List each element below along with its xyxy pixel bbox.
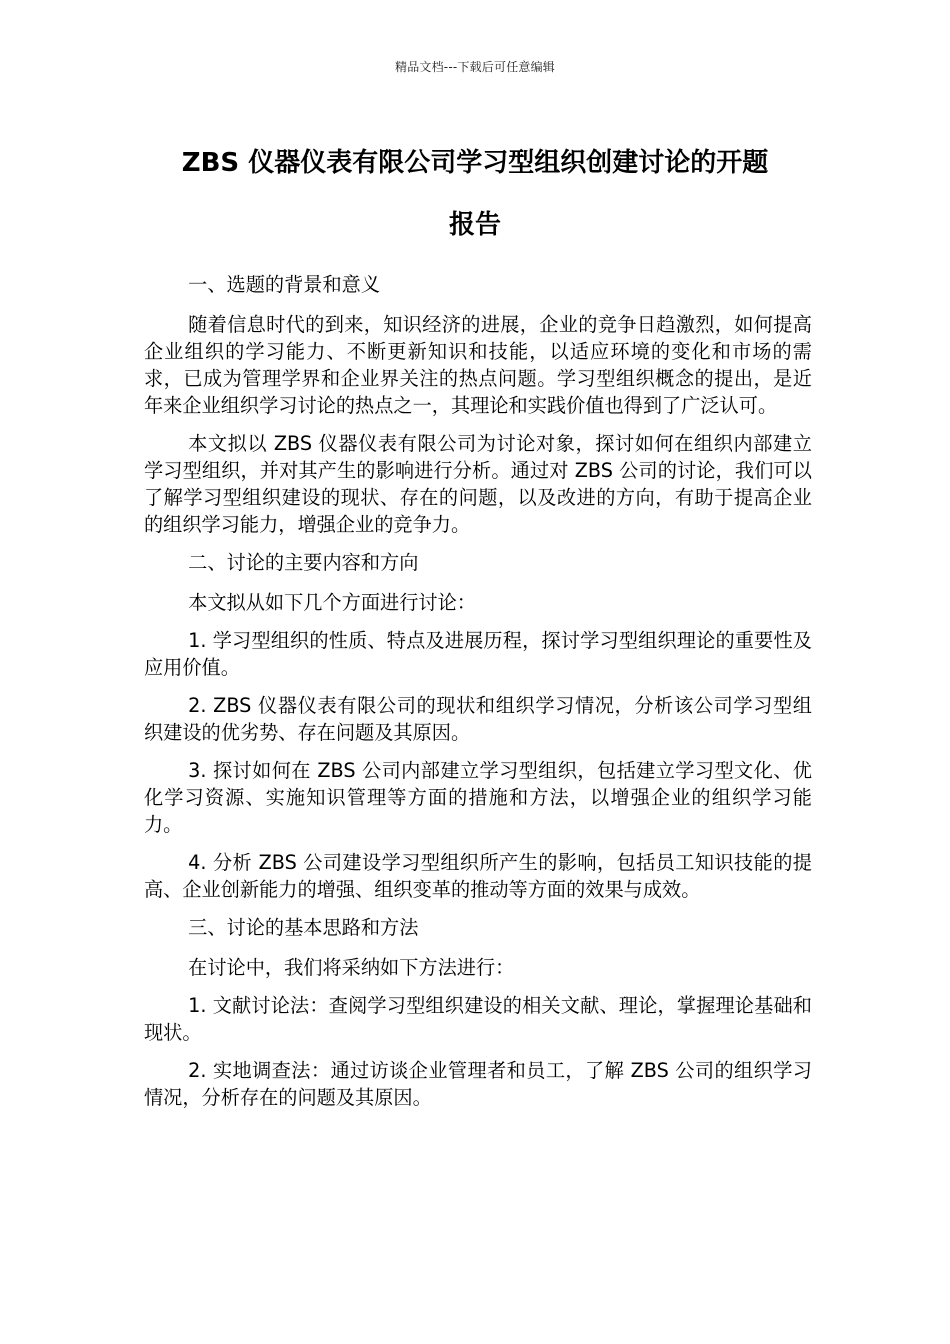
list-item-content-3: 3. 探讨如何在 ZBS 公司内部建立学习型组织，包括建立学习型文化、优化学习资源、实施知识管理等方面的措施和方法，以增强企业的组织学习能力。 <box>144 759 812 836</box>
document-title-line-1: ZBS 仪器仪表有限公司学习型组织创建讨论的开题 <box>181 148 769 178</box>
list-item-content-1: 1. 学习型组织的性质、特点及进展历程，探讨学习型组织理论的重要性及应用价值。 <box>144 629 812 679</box>
paragraph-method-intro: 在讨论中，我们将采纳如下方法进行： <box>188 956 515 979</box>
section-heading-background: 一、选题的背景和意义 <box>188 273 381 296</box>
list-item-method-1: 1. 文献讨论法：查阅学习型组织建设的相关文献、理论，掌握理论基础和现状。 <box>144 994 812 1044</box>
paragraph-background-2: 本文拟以 ZBS 仪器仪表有限公司为讨论对象，探讨如何在组织内部建立学习型组织，并对其产生的影响进行分析。通过对 ZBS 公司的讨论，我们可以了解学习型组织建设的现状、存在的问题，以及改进的方向，有助于提高企业的组织学习能力，增强企业的竞争力。 <box>144 432 812 536</box>
list-item-content-4: 4. 分析 ZBS 公司建设学习型组织所产生的影响，包括员工知识技能的提高、企业创新能力的增强、组织变革的推动等方面的效果与成效。 <box>144 851 812 901</box>
list-item-content-2: 2. ZBS 仪器仪表有限公司的现状和组织学习情况，分析该公司学习型组织建设的优劣势、存在问题及其原因。 <box>144 694 812 744</box>
document-body <box>144 271 812 1122</box>
section-heading-content: 二、讨论的主要内容和方向 <box>188 551 419 574</box>
paragraph-content-intro: 本文拟从如下几个方面进行讨论： <box>188 591 476 614</box>
paragraph-background-1: 随着信息时代的到来，知识经济的进展，企业的竞争日趋激烈，如何提高企业组织的学习能力、不断更新知识和技能，以适应环境的变化和市场的需求，已成为管理学界和企业界关注的热点问题。学习型组织概念的提出，是近年来企业组织学习讨论的热点之一，其理论和实践价值也得到了广泛认可。 <box>144 313 812 417</box>
section-heading-method: 三、讨论的基本思路和方法 <box>188 916 419 939</box>
list-item-method-2: 2. 实地调查法：通过访谈企业管理者和员工，了解 ZBS 公司的组织学习情况，分析存在的问题及其原因。 <box>144 1059 812 1109</box>
page-header: 精品文档---下载后可任意编辑 <box>395 60 555 74</box>
document-title-line-2: 报告 <box>448 210 501 240</box>
document-title <box>100 132 850 256</box>
